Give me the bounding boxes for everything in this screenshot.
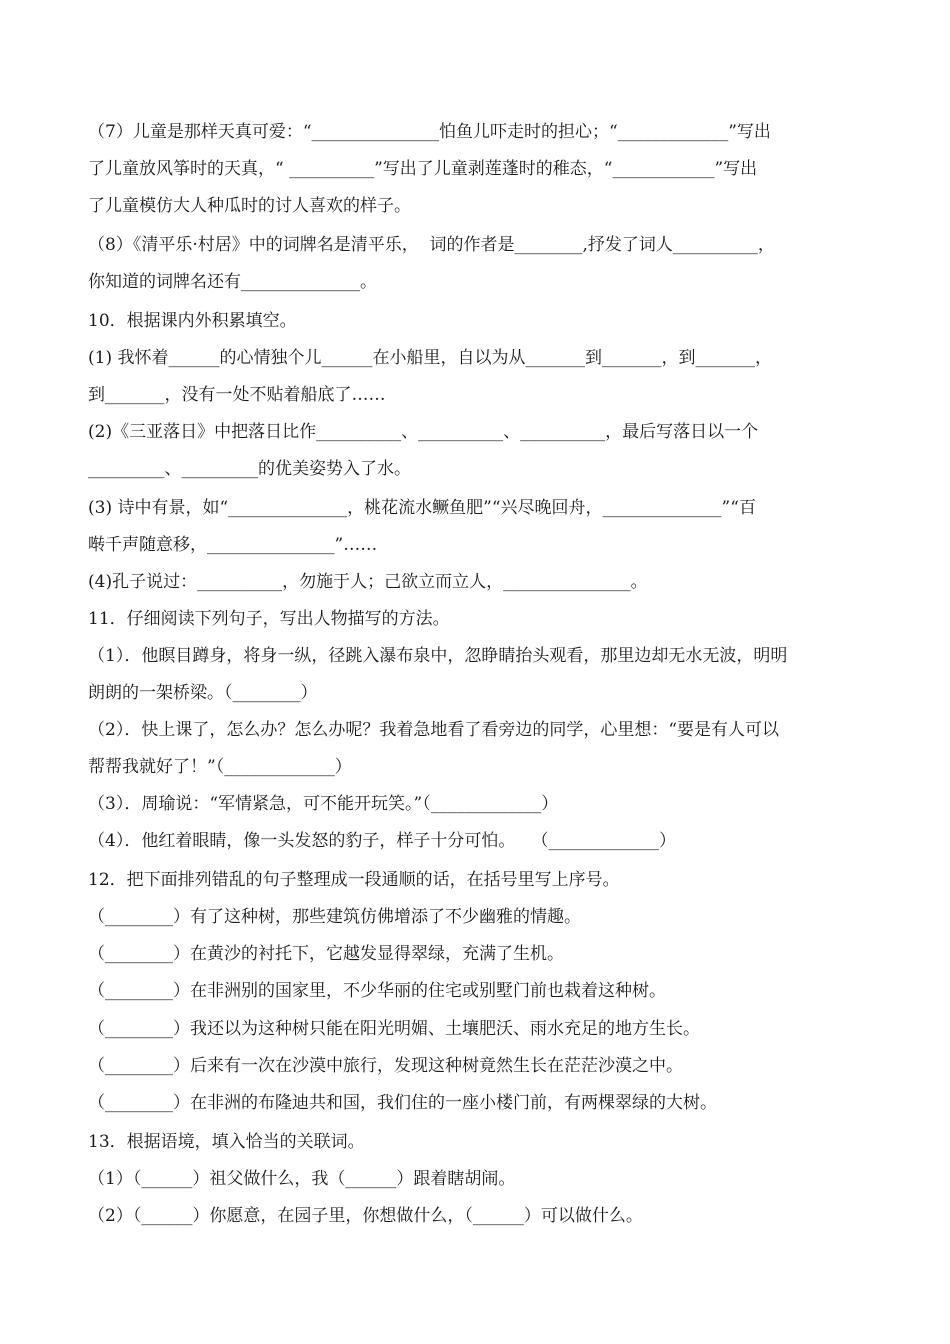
text-line: （2）（______）你愿意，在园子里，你想做什么，（______）可以做什么。 [88, 1206, 643, 1226]
text-line: （________）在黄沙的衬托下，它越发显得翠绿，充满了生机。 [88, 944, 564, 964]
text-line: 到_______，没有一处不贴着船底了…… [88, 385, 386, 405]
text-line: 了儿童放风筝时的天真，“ __________”写出了儿童剥莲蓬时的稚态，“____________”写出 [88, 159, 758, 179]
text-line: (4)孔子说过：__________，勿施于人；己欲立而立人，_______________。 [88, 572, 648, 592]
text-line: （________）我还以为这种树只能在阳光明媚、土壤肥沃、雨水充足的地方生长。 [88, 1019, 700, 1039]
text-line: (1) 我怀着______的心情独个儿______在小船里，自以为从_______到_______，到_______， [88, 348, 772, 368]
section-heading-11: 11．仔细阅读下列句子，写出人物描写的方法。 [88, 609, 450, 629]
text-line: 你知道的词牌名还有______________。 [88, 272, 377, 292]
section-heading-13: 13．根据语境，填入恰当的关联词。 [88, 1132, 365, 1152]
text-line: （1）．他瞑目蹲身，将身一纵，径跳入瀑布泉中，忽睁睛抬头观看，那里边却无水无波，明明 [88, 646, 788, 666]
text-line: （3）．周瑜说：“军情紧急，可不能开玩笑。”（_____________） [88, 794, 559, 814]
text-line: (2)《三亚落日》中把落日比作__________、__________、__________，最后写落日以一个 [88, 422, 759, 442]
text-line: （________）后来有一次在沙漠中旅行，发现这种树竟然生长在茫茫沙漠之中。 [88, 1056, 683, 1076]
text-line: 朗朗的一架桥梁。（________） [88, 683, 318, 703]
text-line: _________、_________的优美姿势入了水。 [88, 459, 411, 479]
text-line: （________）有了这种树，那些建筑仿佛增添了不少幽雅的情趣。 [88, 907, 581, 927]
text-line: （1）（______）祖父做什么，我（______）跟着瞎胡闹。 [88, 1169, 516, 1189]
text-line: （8）《清平乐·村居》中的词牌名是清平乐， 词的作者是________,抒发了词人__________， [88, 235, 775, 255]
text-line: （2）．快上课了，怎么办？怎么办呢？我着急地看了看旁边的同学，心里想：“要是有人可以 [88, 720, 780, 740]
text-line: 啭千声随意移，_______________”…… [88, 535, 378, 555]
text-line: 了儿童模仿大人种瓜时的讨人喜欢的样子。 [88, 196, 411, 216]
text-line: （________）在非洲的布隆迪共和国，我们住的一座小楼门前，有两棵翠绿的大树。 [88, 1093, 717, 1113]
section-heading-12: 12．把下面排列错乱的句子整理成一段通顺的话，在括号里写上序号。 [88, 870, 620, 890]
section-heading-10: 10．根据课内外积累填空。 [88, 311, 297, 331]
text-line: （7）儿童是那样天真可爱：“_______________怕鱼儿吓走时的担心；“_____________”写出 [88, 122, 771, 142]
text-line: 帮帮我就好了！”（_____________） [88, 757, 352, 777]
text-line: （________）在非洲别的国家里，不少华丽的住宅或别墅门前也栽着这种树。 [88, 981, 666, 1001]
text-line: (3) 诗中有景，如“______________，桃花流水鳜鱼肥”“兴尽晚回舟，______________”“百 [88, 498, 756, 518]
text-line: （4）．他红着眼睛，像一头发怒的豹子，样子十分可怕。 （_____________） [88, 831, 677, 851]
